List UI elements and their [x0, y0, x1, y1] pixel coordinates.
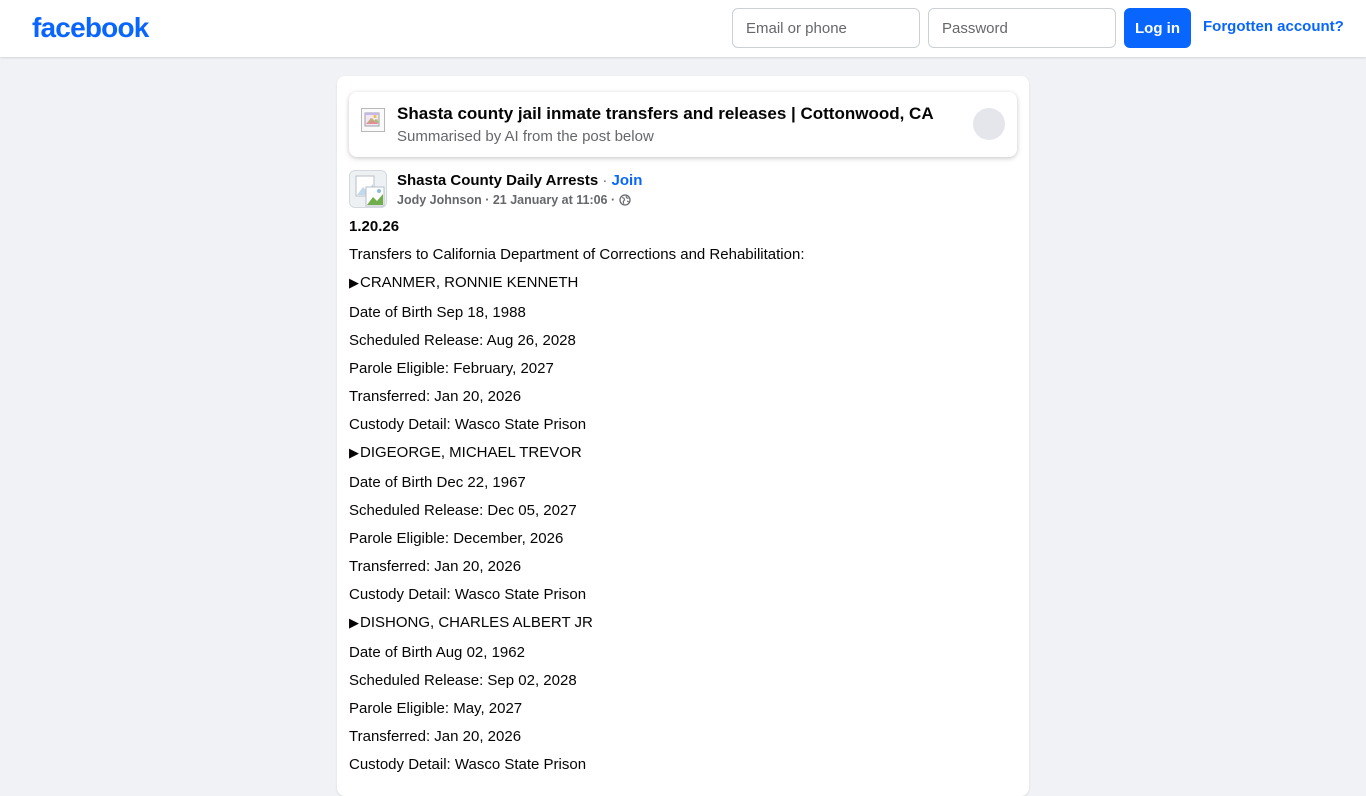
- forgotten-account-link[interactable]: Forgotten account?: [1203, 18, 1344, 35]
- inmate-release: Scheduled Release: Sep 02, 2028: [349, 672, 577, 689]
- log-in-button[interactable]: Log in: [1124, 8, 1191, 48]
- inmate-transferred: Transferred: Jan 20, 2026: [349, 558, 522, 575]
- inmate-custody: Custody Detail: Wasco State Prison: [349, 586, 587, 603]
- summary-title: Shasta county jail inmate transfers and releases | Cottonwood, CA: [397, 104, 934, 123]
- inmate-name-text: CRANMER, RONNIE KENNETH: [360, 274, 579, 291]
- email-or-phone-input[interactable]: [732, 8, 920, 48]
- inmate-dob: Date of Birth Sep 18, 1988: [349, 304, 526, 321]
- triangle-bullet-icon: ▶: [349, 615, 359, 630]
- inmate-name-text: DIGEORGE, MICHAEL TREVOR: [360, 444, 582, 461]
- facebook-logo[interactable]: facebook: [32, 12, 149, 43]
- inmate-parole: Parole Eligible: May, 2027: [349, 700, 523, 717]
- top-navigation-bar: [0, 0, 1366, 57]
- triangle-bullet-icon: ▶: [349, 445, 359, 460]
- summary-subtitle: Summarised by AI from the post below: [397, 128, 654, 145]
- post-date-heading: 1.20.26: [349, 218, 400, 235]
- inmate-release: Scheduled Release: Aug 26, 2028: [349, 332, 576, 349]
- inmate-dob: Date of Birth Dec 22, 1967: [349, 474, 526, 491]
- inmate-name: [349, 442, 1009, 472]
- post-timestamp[interactable]: 21 January at 11:06: [492, 193, 608, 207]
- post-intro: Transfers to California Department of Corrections and Rehabilitation:: [349, 246, 805, 263]
- group-name-link[interactable]: Shasta County Daily Arrests: [397, 172, 599, 189]
- globe-icon: [619, 194, 631, 209]
- broken-image-icon: [361, 108, 385, 132]
- inmate-parole: Parole Eligible: February, 2027: [349, 360, 554, 377]
- join-group-link[interactable]: Join: [611, 172, 643, 189]
- inmate-dob: Date of Birth Aug 02, 1962: [349, 644, 525, 661]
- inmate-name-text: DISHONG, CHARLES ALBERT JR: [360, 614, 593, 631]
- password-input[interactable]: [928, 8, 1116, 48]
- separator: ·: [481, 193, 493, 207]
- separator: ·: [607, 193, 619, 207]
- group-avatar[interactable]: [349, 170, 387, 208]
- separator: ·: [598, 172, 612, 189]
- post-meta: [397, 193, 631, 209]
- ai-summary-card[interactable]: [349, 92, 1017, 157]
- post-card: [337, 76, 1029, 796]
- inmate-transferred: Transferred: Jan 20, 2026: [349, 728, 522, 745]
- inmate-release: Scheduled Release: Dec 05, 2027: [349, 502, 577, 519]
- summary-expand-button[interactable]: [973, 108, 1005, 140]
- inmate-custody: Custody Detail: Wasco State Prison: [349, 416, 587, 433]
- inmate-transferred: Transferred: Jan 20, 2026: [349, 388, 522, 405]
- triangle-bullet-icon: ▶: [349, 275, 359, 290]
- author-link[interactable]: Jody Johnson: [397, 193, 482, 207]
- inmate-custody: Custody Detail: Wasco State Prison: [349, 756, 587, 773]
- inmate-name: [349, 272, 1009, 302]
- group-name-line: [397, 172, 642, 189]
- inmate-name: [349, 612, 1009, 642]
- inmate-parole: Parole Eligible: December, 2026: [349, 530, 564, 547]
- post-body: [349, 216, 1009, 782]
